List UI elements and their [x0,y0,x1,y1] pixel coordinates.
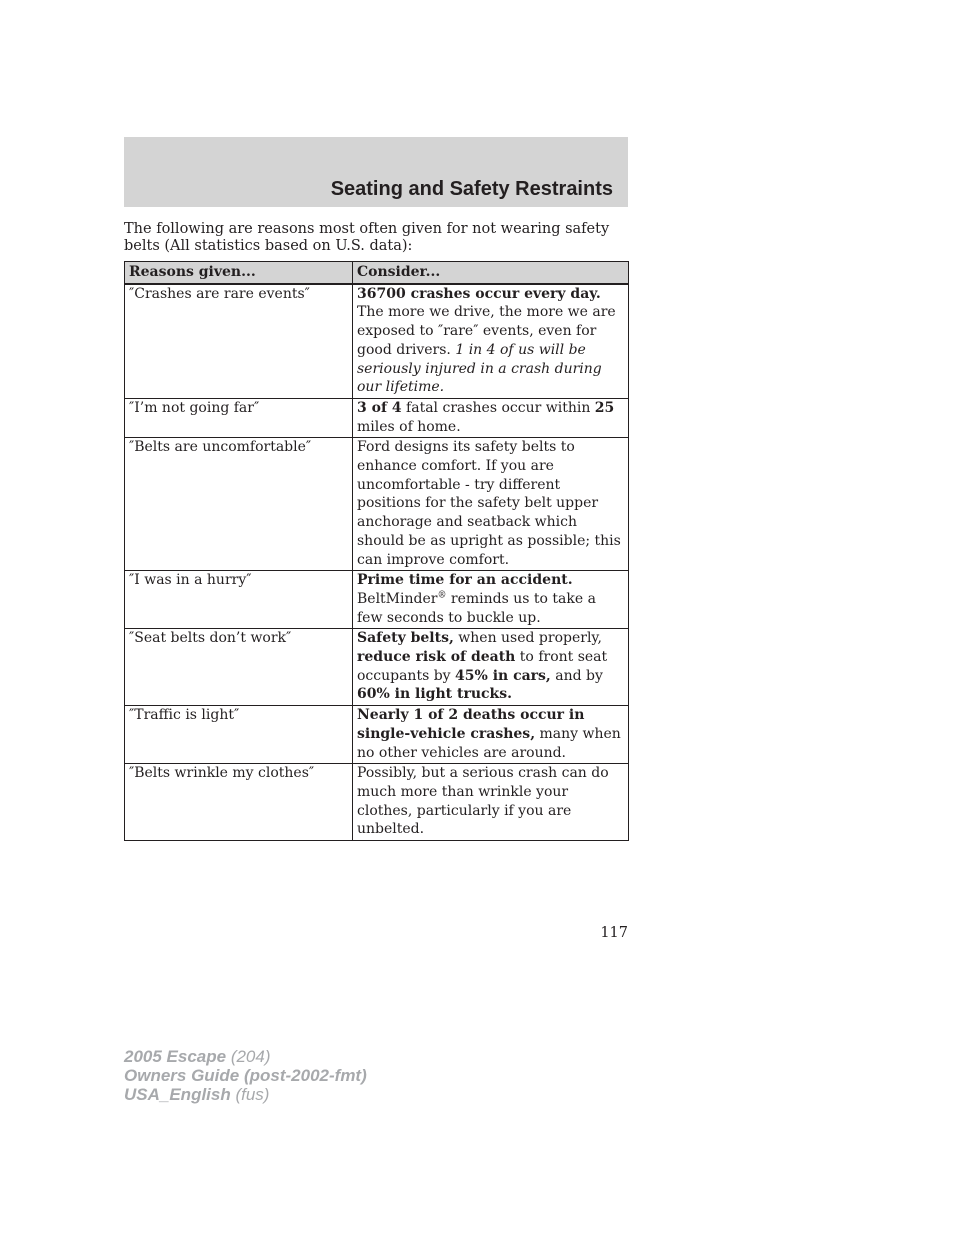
footer-language: USA_English [124,1085,231,1104]
consider-text-segment: fatal crashes occur within [401,399,595,416]
table-row [125,629,629,706]
consider-text-segment: 25 [594,399,615,416]
consider-text-segment: Ford designs its safety belts to enhance comfort. If you are uncomfortable - try different positions for the safety belt upper anchorage and seatback which should be as upright as possible; this can improve comfort. [357,439,621,568]
consider-cell [353,706,629,764]
consider-text-segment: Nearly 1 of 2 deaths occur in single-vehicle crashes, [357,707,585,742]
table-header-row [125,262,629,284]
consider-text-segment: ® [437,590,447,601]
table-row [125,438,629,571]
consider-text-segment: 1 in 4 of us will be seriously injured in a crash during our lifetime. [357,341,602,396]
consider-text-segment: BeltMinder [357,590,438,607]
consider-cell [353,398,629,437]
table-body [125,284,629,841]
table-row [125,706,629,764]
reason-cell: ″Traffic is light″ [125,706,353,764]
consider-text-segment: miles of home. [357,418,461,435]
reason-cell: ″Belts wrinkle my clothes″ [125,764,353,841]
reason-cell: ″I was in a hurry″ [125,571,353,629]
consider-cell [353,629,629,706]
table-row [125,571,629,629]
footer-guide: Owners Guide (post-2002-fmt) [124,1066,367,1085]
column-header-consider: Consider... [353,262,629,284]
consider-text-segment: many when no other vehicles are around. [357,725,621,761]
footer-language-code: (fus) [230,1085,270,1104]
section-header-band [124,137,628,207]
reason-cell: ″Crashes are rare events″ [125,284,353,399]
reason-cell: ″I’m not going far″ [125,398,353,437]
consider-cell [353,438,629,571]
consider-cell [353,284,629,399]
consider-text-segment: 36700 crashes occur every day. [357,285,601,302]
footer-model-code: (204) [226,1047,271,1066]
intro-paragraph: The following are reasons most often given for not wearing safety belts (All statistics based on U.S. data): [124,221,610,254]
consider-text-segment: 3 of 4 [357,399,402,416]
consider-cell [353,571,629,629]
reasons-table [124,261,629,841]
footer-model: 2005 Escape [124,1047,227,1066]
document-footer [124,1047,367,1104]
consider-text-segment: The more we drive, the more we are exposed to ″rare″ events, even for good drivers. [357,304,616,358]
consider-text-segment: reminds us to take a few seconds to buckle up. [357,590,596,626]
consider-text-segment: reduce risk of death [357,649,516,666]
table-row [125,284,629,399]
page-number: 117 [600,925,628,941]
consider-text-segment: 60% in light trucks. [357,686,512,703]
footer-line-language [124,1085,367,1104]
consider-text-segment: 45% in cars, [455,667,551,684]
section-title: Seating and Safety Restraints [330,178,613,200]
footer-line-model [124,1047,367,1066]
reason-cell: ″Belts are uncomfortable″ [125,438,353,571]
consider-text-segment: to front seat occupants by [357,649,608,684]
consider-text-segment: Safety belts, [357,630,454,647]
consider-text-segment: and by [550,667,603,684]
consider-text-segment: Prime time for an accident. [357,572,573,589]
column-header-reasons: Reasons given... [125,262,353,284]
consider-text-segment: Possibly, but a serious crash can do much more than wrinkle your clothes, particularly if you are unbelted. [357,765,609,838]
consider-cell [353,764,629,841]
reason-cell: ″Seat belts don’t work″ [125,629,353,706]
consider-text-segment: when used properly, [453,630,602,647]
table-row [125,398,629,437]
footer-line-guide [124,1066,367,1085]
table-row [125,764,629,841]
